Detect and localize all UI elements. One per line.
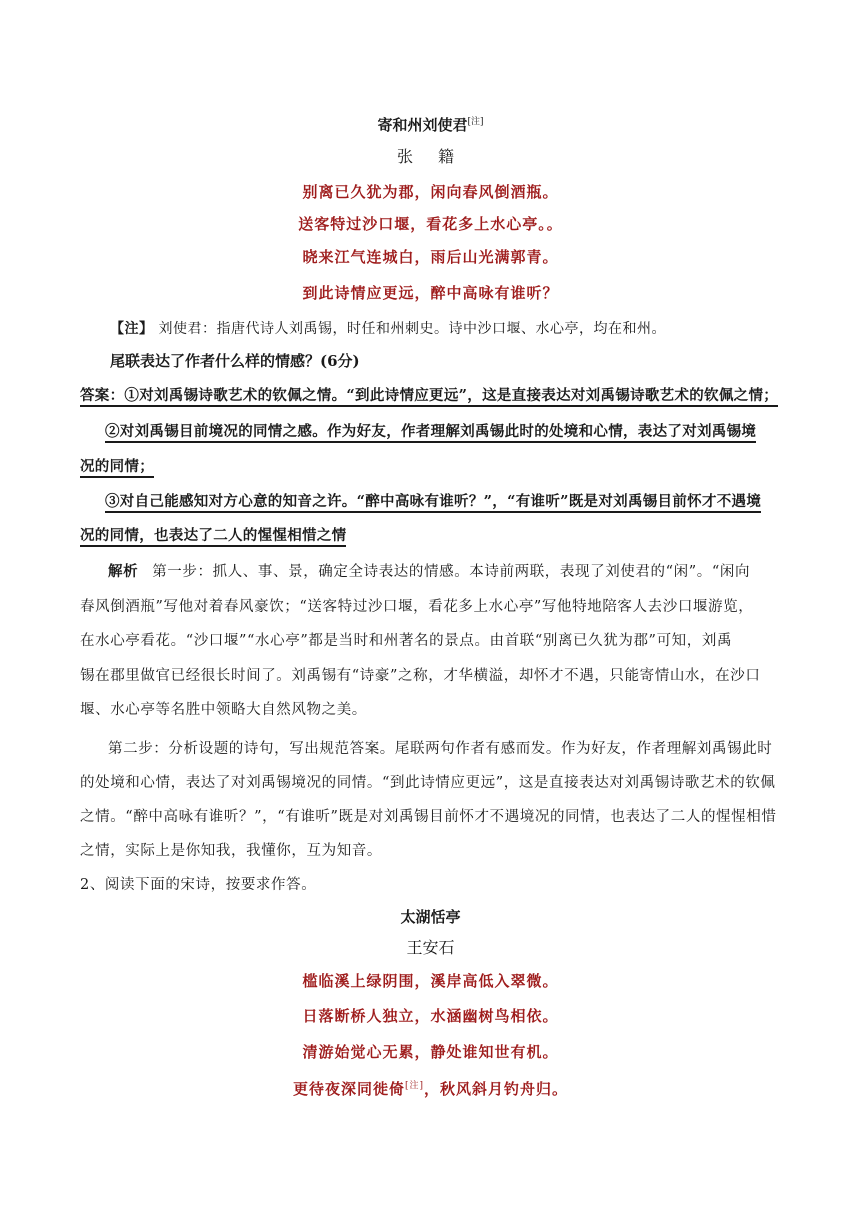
answer-text-1: 答案：①对刘禹锡诗歌艺术的钦佩之情。“到此诗情应更远”，这是直接表达对刘禹锡诗歌艺术的钦佩之情； [80, 387, 778, 407]
poem1-title-note: [注] [467, 117, 484, 127]
poem1-line-2: 送客特过沙口堰，看花多上水心亭。。 [298, 215, 563, 233]
answer-line-3 [80, 456, 154, 478]
poem2-title: 太湖恬亭 [400, 908, 461, 926]
analysis-p2-line-2: 的处境和心情，表达了对刘禹锡境况的同情。“到此诗情应更远”，这是直接表达对刘禹锡诗歌艺术的钦佩 [80, 775, 776, 791]
poem1-title [0, 111, 861, 136]
poem1-line-1: 别离已久犹为郡，闲向春风倒酒瓶。 [302, 183, 559, 201]
poem2-line-4-note: [注] [404, 1081, 425, 1091]
poem1-title-text: 寄和州刘使君 [377, 116, 468, 134]
answer-text-4: ③对自己能感知对方心意的知音之许。“醉中高咏有谁听？”，“有谁听”既是对刘禹锡目前怀才不遇境 [105, 493, 761, 513]
analysis-p1-line-2: 春风倒酒瓶”写他对着春风豪饮；“送客特过沙口堰，看花多上水心亭”写他特地陪客人去沙口堰游览， [80, 599, 754, 615]
poem1-author: 张 籍 [396, 147, 465, 166]
answer-line-2 [105, 421, 756, 443]
poem1-note [110, 318, 666, 340]
analysis-p1-line-5: 堰、水心亭等名胜中领略大自然风物之美。 [80, 702, 367, 718]
note-text: 刘使君：指唐代诗人刘禹锡，时任和州刺史。诗中沙口堰、水心亭，均在和州。 [158, 321, 666, 337]
note-label: 【注】 [110, 321, 154, 337]
poem2-line-3: 清游始觉心无累，静处谁知世有机。 [302, 1043, 559, 1061]
analysis-p2-line-1: 第二步：分析设题的诗句，写出规范答案。尾联两句作者有感而发。作为好友，作者理解刘禹锡此时 [108, 741, 773, 757]
analysis-label: 解析 [108, 563, 139, 580]
answer-line-5 [80, 525, 346, 547]
answer-line-4 [105, 491, 761, 513]
poem2-author: 王安石 [406, 938, 455, 957]
poem2-line-4 [0, 1075, 861, 1100]
poem2-line-4-a: 更待夜深同徙倚 [292, 1080, 405, 1098]
answer-text-3: 况的同情； [80, 458, 154, 478]
analysis-p1-text-1: 第一步：抓人、事、景，确定全诗表达的情感。本诗前两联，表现了刘使君的“闲”。“闲向 [152, 564, 751, 580]
analysis-p2-line-4: 之情，实际上是你知我，我懂你，互为知音。 [80, 843, 382, 859]
answer-line-1 [80, 385, 778, 407]
answer-text-2: ②对刘禹锡目前境况的同情之感。作为好友，作者理解刘禹锡此时的处境和心情，表达了对刘禹锡境 [105, 423, 756, 443]
answer-text-5: 况的同情，也表达了二人的惺惺相惜之情 [80, 527, 346, 547]
poem1-line-3: 晓来江气连城白，雨后山光满郭青。 [302, 248, 559, 266]
question-2-intro: 2、阅读下面的宋诗，按要求作答。 [80, 877, 317, 893]
poem2-line-2: 日落断桥人独立，水涵幽树鸟相依。 [302, 1007, 559, 1025]
analysis-p1-line-1 [108, 561, 750, 583]
poem2-line-1: 槛临溪上绿阴围，溪岸高低入翠微。 [302, 972, 559, 990]
question-text: 尾联表达了作者什么样的情感？(6分) [110, 352, 360, 370]
poem1-line-4: 到此诗情应更远，醉中高咏有谁听？ [302, 284, 559, 302]
analysis-p1-line-4: 锡在郡里做官已经很长时间了。刘禹锡有“诗豪”之称，才华横溢，却怀才不遇，只能寄情山水，在沙口 [80, 668, 761, 684]
poem2-line-4-b: ，秋风斜月钓舟归。 [424, 1080, 569, 1098]
analysis-p1-line-3: 在水心亭看花。“沙口堰”“水心亭”都是当时和州著名的景点。由首联“别离已久犹为郡”可知，刘禹 [80, 633, 733, 649]
analysis-p2-line-3: 之情。“醉中高咏有谁听？”，“有谁听”既是对刘禹锡目前怀才不遇境况的同情，也表达了二人的惺惺相惜 [80, 809, 777, 825]
